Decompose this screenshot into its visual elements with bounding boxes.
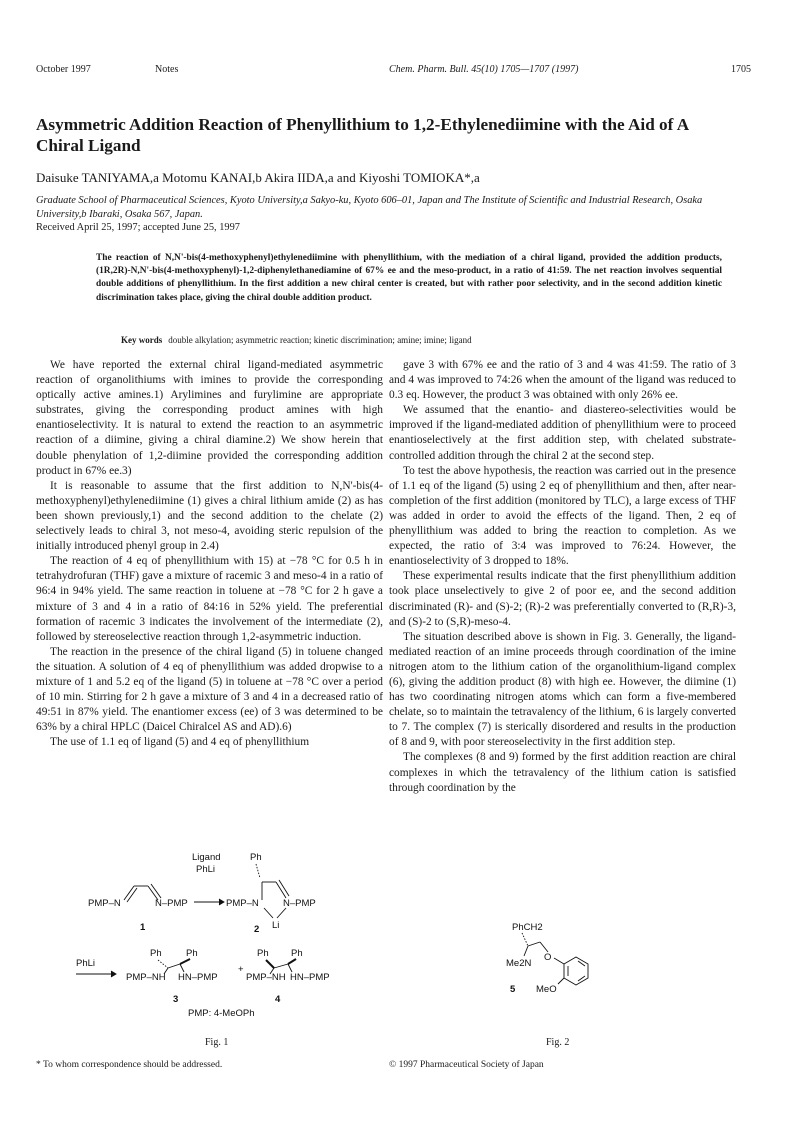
- paragraph: We assumed that the enantio- and diastereo-selectivities would be improved if the ligand-mediated addition of phenyllithium were to proceed enantioselectively at the first addition step, with chelated substrate-controlled addition through the chiral 2 at the second step.: [389, 404, 736, 462]
- paragraph: The reaction of 4 eq of phenyllithium with 15) at −78 °C for 0.5 h in tetrahydrofuran (THF) gave a mixture of racemic 3 and meso-4 in a ratio of 96:4 in 94% yield. The same reaction in toluene at −78 °C for 2 h gave a mixture of 3 and 4 in a ratio of 84:16 in 52% yield. The preferential formation of racemic 3 indicates the involvement of the intermediate (2), followed by stereoselective reaction through 1,2-asymmetric induction.: [36, 555, 383, 643]
- fig1-phli-top: PhLi: [196, 864, 216, 875]
- fig1-pmp-n: PMP–N: [88, 898, 121, 909]
- paragraph: The complexes (8 and 9) formed by the first addition reaction are chiral complexes in which the tetravalency of the lithium cation is satisfied through coordination by the: [389, 751, 736, 794]
- fig1-label-3: 3: [173, 994, 179, 1005]
- keywords: [121, 335, 721, 345]
- figure-1-scheme: [76, 848, 386, 1018]
- figure-2-structure: [498, 920, 628, 1020]
- fig1-label-2: 2: [254, 924, 260, 935]
- copyright-notice: © 1997 Pharmaceutical Society of Japan: [389, 1060, 544, 1070]
- fig2-phch2: PhCH2: [512, 922, 543, 933]
- fig1-ph-4b: Ph: [291, 948, 303, 959]
- affiliation: Graduate School of Pharmaceutical Sciences, Kyoto University,a Sakyo-ku, Kyoto 606–01, Japan and The Institute of Scientific and Industrial Research, Osaka University,b Ibaraki, Osaka 567, Japan.: [36, 195, 703, 220]
- figure-1-caption: Fig. 1: [205, 1037, 229, 1048]
- abstract: The reaction of N,N'-bis(4-methoxyphenyl)ethylenediimine with phenyllithium, with the mediation of a chiral ligand, provided the addition products, (1R,2R)-N,N'-bis(4-methoxyphenyl)-1,2-diphenylethanediamine of 67% ee and the meso-product, in a ratio of 41:59. The net reaction involves sequential double additions of phenyllithium. In the first addition a new chiral center is created, but with rather poor selectivity, and in the second addition kinetic discrimination takes place, giving the chiral double addition product.: [96, 253, 722, 303]
- fig1-n-pmp: N–PMP: [155, 898, 188, 909]
- fig1-phli-bottom: PhLi: [76, 958, 96, 969]
- fig1-pmp-nh-3: PMP–NH: [126, 972, 166, 983]
- header-page-number: 1705: [731, 64, 751, 75]
- header-section: Notes: [155, 64, 179, 75]
- paragraph: To test the above hypothesis, the reaction was carried out in the presence of 1.1 eq of the ligand (5) using 2 eq of phenyllithium and then, after near-completion of the first addition (monitored by TLC), a large excess of THF was added in order to avoid the effects of the ligand. Then, 2 eq of phenyllithium was added to bring the reaction to completion. As we expected, the ratio of 3:4 was improved to 76:24. However, the enantioselectivity of 3 dropped to 18%.: [389, 464, 736, 568]
- paragraph: The use of 1.1 eq of ligand (5) and 4 eq of phenyllithium: [50, 736, 310, 749]
- fig1-ph-3b: Ph: [186, 948, 198, 959]
- keywords-text: double alkylation; asymmetric reaction; kinetic discrimination; amine; imine; ligand: [168, 335, 472, 345]
- fig2-me2n: Me2N: [506, 958, 532, 969]
- body-column-left: [36, 358, 383, 750]
- fig1-label-4: 4: [275, 994, 281, 1005]
- fig1-pmp-nh-4: PMP–NH: [246, 972, 286, 983]
- fig2-label-5: 5: [510, 984, 516, 995]
- keywords-label: Key words: [121, 335, 163, 345]
- fig1-ph-4a: Ph: [257, 948, 269, 959]
- fig2-o: O: [544, 952, 552, 963]
- fig1-li: Li: [272, 920, 280, 931]
- paragraph: We have reported the external chiral ligand-mediated asymmetric reaction of organolithiums with imines to provide the corresponding optically active amines.1) Arylimines and furylimine are appropriate substrates, giving the corresponding product amines with high enantioselectivity. It is natural to extend the reaction to an asymmetric reaction of a diimine, giving a chiral diamine.2) We show herein that double phenylation of 1,2-diimine provided the corresponding addition product in 67% ee.3): [36, 359, 383, 477]
- fig1-ligand: Ligand: [192, 852, 221, 863]
- header-citation: Chem. Pharm. Bull. 45(10) 1705—1707 (1997): [389, 64, 579, 75]
- figure-2-caption: Fig. 2: [546, 1037, 570, 1048]
- header-date: October 1997: [36, 64, 91, 75]
- fig1-ph-2: Ph: [250, 852, 262, 863]
- paragraph: The situation described above is shown in Fig. 3. Generally, the ligand-mediated reaction of an imine proceeds through coordination of the imine nitrogen atom to the lithium cation of the organolithium-ligand complex (6), giving the addition product (8) with high ee. However, the diimine (1) has two coordinating nitrogen atoms which can form a five-membered chelate, so to maintain the tetravalency of the lithium, 6 is largely converted to 7. The complex (7) is sterically disordered and results in the production of 8 and 9, with poor stereoselectivity in the first addition step.: [389, 630, 736, 749]
- fig1-plus: +: [238, 964, 244, 975]
- author-list: Daisuke TANIYAMA,a Motomu KANAI,b Akira IIDA,a and Kiyoshi TOMIOKA*,a: [36, 170, 480, 185]
- fig1-n-pmp-2: N–PMP: [283, 898, 316, 909]
- body-column-right: [389, 358, 736, 796]
- fig1-hn-pmp-4: HN–PMP: [290, 972, 330, 983]
- correspondence-footnote: * To whom correspondence should be addressed.: [36, 1060, 223, 1070]
- fig1-pmp-definition: PMP: 4-MeOPh: [188, 1008, 255, 1018]
- paragraph: The reaction in the presence of the chiral ligand (5) in toluene changed the situation. A solution of 4 eq of phenyllithium was added dropwise to a mixture of 1 and 5.2 eq of the ligand (5) in toluene at −78 °C over a period of 10 min. Stirring for 2 h gave a mixture of 3 and 4 in a decreased ratio of 49:51 in 87% yield. The enantiomer excess (ee) of 3 was determined to be 63% by a chiral HPLC (Daicel Chiralcel AS and AD).6): [36, 645, 383, 734]
- received-dates: Received April 25, 1997; accepted June 25, 1997: [36, 222, 241, 233]
- paragraph: It is reasonable to assume that the first addition to N,N'-bis(4-methoxyphenyl)ethylenediimine (1) gives a chiral lithium amide (2) as has been shown previously,1) and the second addition to the chelate (2) selectively leads to chiral 3, not meso-4, avoiding steric repulsion of the initially introduced phenyl group in 2.4): [36, 479, 383, 553]
- fig1-hn-pmp-3: HN–PMP: [178, 972, 218, 983]
- fig1-ph-3a: Ph: [150, 948, 162, 959]
- paragraph: gave 3 with 67% ee and the ratio of 3 and 4 was 41:59. The ratio of 3 and 4 was improved to 74:26 when the amount of the ligand was reduced to 0.3 eq. However, the product 3 was obtained with only 26% ee.: [389, 359, 736, 402]
- fig1-label-1: 1: [140, 922, 146, 933]
- paper-title: Asymmetric Addition Reaction of Phenyllithium to 1,2-Ethylenediimine with the Aid of A Chiral Ligand: [36, 115, 689, 155]
- fig1-pmp-n-2: PMP–N: [226, 898, 259, 909]
- paragraph: These experimental results indicate that the first phenyllithium addition took place unselectively to give 2 of poor ee, and the second addition discriminated (R)- and (S)-2; (R)-2 was preferentially converted to (R,R)-3, and (S)-2 to (S,R)-meso-4.: [389, 570, 736, 628]
- fig2-meo: MeO: [536, 984, 557, 995]
